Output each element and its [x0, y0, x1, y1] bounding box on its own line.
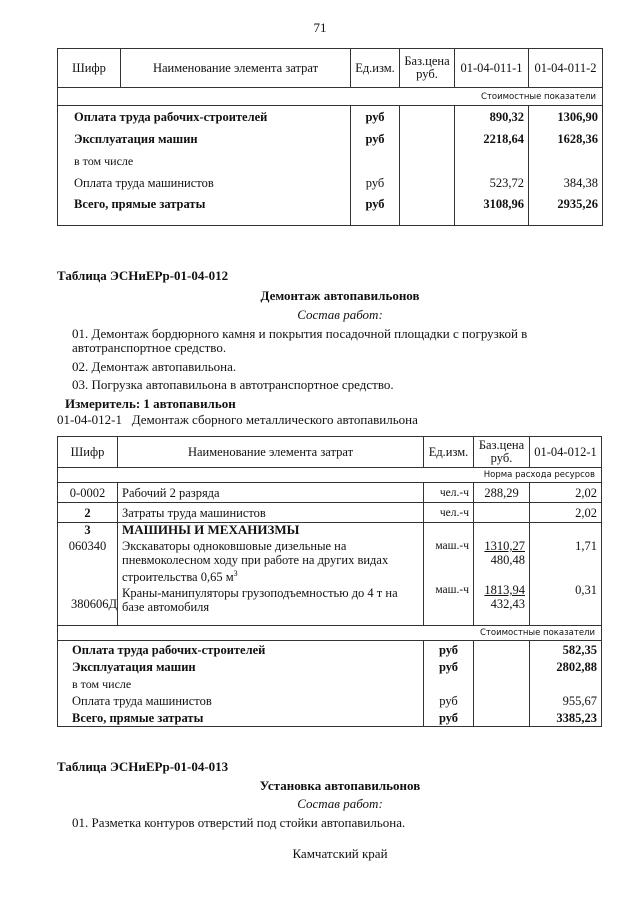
- section-title-013: Установка автопавильонов: [259, 778, 421, 793]
- table-row: в том числе: [58, 150, 603, 172]
- cost-note: Стоимостные показатели: [58, 626, 602, 641]
- table-row: Оплата труда рабочих-строителей руб 890,32 1306,90: [58, 106, 603, 129]
- work-item: 01. Демонтаж бордюрного камня и покрытия посадочной площадки с погрузкой в: [72, 326, 528, 341]
- cost-table-01-04-011: [57, 48, 603, 226]
- section-note: Стоимостные показатели: [58, 88, 603, 106]
- table-row: Всего, прямые затраты руб 3385,23: [58, 709, 602, 727]
- header-unit: Ед.изм.: [351, 49, 400, 88]
- header-col-011-1: 01-04-011-1: [455, 49, 529, 88]
- header-base-price: Баз.цена руб.: [474, 437, 530, 468]
- work-item: 02. Демонтаж автопавильона.: [72, 359, 237, 374]
- header-col-011-2: 01-04-011-2: [529, 49, 603, 88]
- work-item: 01. Разметка контуров отверстий под стойки автопавильона.: [72, 815, 406, 830]
- header-name: Наименование элемента затрат: [121, 49, 351, 88]
- meter: Измеритель: 1 автопавильон: [65, 396, 236, 411]
- table-row: 0-0002 Рабочий 2 разряда чел.-ч 288,29 2,02: [58, 483, 602, 503]
- table-label-013: Таблица ЭСНиЕРр-01-04-013: [57, 759, 229, 774]
- header-name: Наименование элемента затрат: [118, 437, 424, 468]
- table-header-row: [58, 49, 603, 88]
- table-row: Оплата труда рабочих-строителей руб 582,35: [58, 641, 602, 659]
- work-item-cont: автотранспортное средство.: [72, 340, 227, 355]
- table-row: в том числе: [58, 675, 602, 692]
- work-item: 03. Погрузка автопавильона в автотранспортное средство.: [72, 377, 394, 392]
- norm-code-line: 01-04-012-1 Демонтаж сборного металлического автопавильона: [57, 412, 418, 427]
- header-code: Шифр: [58, 49, 121, 88]
- table-row: Эксплуатация машин руб 2218,64 1628,36: [58, 128, 603, 150]
- resource-table-01-04-012: [57, 436, 602, 727]
- table-label-012: Таблица ЭСНиЕРр-01-04-012: [57, 268, 229, 283]
- header-unit: Ед.изм.: [424, 437, 474, 468]
- section-title-012: Демонтаж автопавильонов: [260, 288, 420, 303]
- table-row-machines: 3 060340 380606Д МАШИНЫ И МЕХАНИЗМЫ Экскаваторы одноковшовые дизельные на пневмоколесном ходу при работе на других видах строительства 0,65 $м^3$ Краны-манипуляторы грузоподъемностью до 4 т на базе автомобиля маш.-ч маш.-ч 1310,27 480,48 1813,94 432,43 1,71 0,31: [58, 523, 602, 626]
- table-row: Оплата труда машинистов руб 523,72 384,38: [58, 172, 603, 194]
- header-base-price: Баз.цена руб.: [400, 49, 455, 88]
- page-number: 71: [313, 20, 327, 35]
- table-row: 2 Затраты труда машинистов чел.-ч 2,02: [58, 503, 602, 523]
- table-header-row: [58, 437, 602, 468]
- table-row: Эксплуатация машин руб 2802,88: [58, 658, 602, 675]
- header-col-012-1: 01-04-012-1: [530, 437, 602, 468]
- table-row: Оплата труда машинистов руб 955,67: [58, 692, 602, 709]
- work-composition-label: Состав работ:: [297, 307, 383, 322]
- header-code: Шифр: [58, 437, 118, 468]
- work-composition-label-013: Состав работ:: [297, 796, 383, 811]
- resource-note: Норма расхода ресурсов: [58, 468, 602, 483]
- table-row: Всего, прямые затраты руб 3108,96 2935,26: [58, 194, 603, 226]
- footer-region: Камчатский край: [292, 846, 388, 861]
